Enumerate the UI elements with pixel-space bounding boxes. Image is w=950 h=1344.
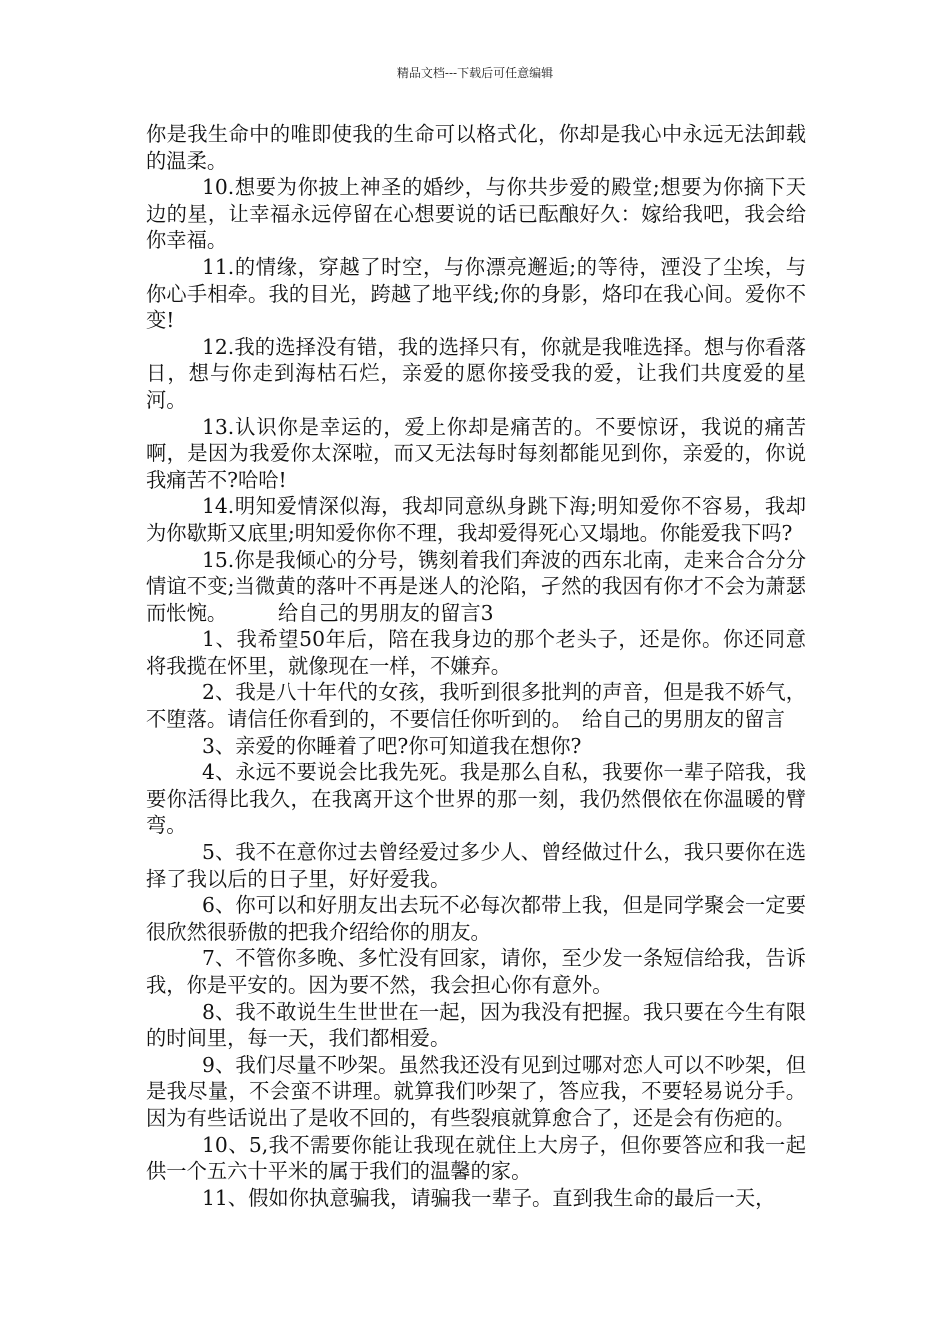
paragraph: 14.明知爱情深似海，我却同意纵身跳下海;明知爱你不容易，我却为你歇斯又底里;明知爱你你不理，我却爱得死心又塌地。你能爱我下吗? xyxy=(146,494,806,545)
paragraph: 你是我生命中的唯即使我的生命可以格式化，你却是我心中永远无法卸载的温柔。 xyxy=(146,122,806,173)
page-header: 精品文档---下载后可任意编辑 xyxy=(396,66,554,80)
paragraph: 3、亲爱的你睡着了吧?你可知道我在想你? xyxy=(202,733,582,758)
paragraph: 10.想要为你披上神圣的婚纱，与你共步爱的殿堂;想要为你摘下天边的星，让幸福永远停留在心想要说的话已酝酿好久：嫁给我吧，我会给你幸福。 xyxy=(146,175,806,253)
paragraph: 9、我们尽量不吵架。虽然我还没有见到过哪对恋人可以不吵架，但是我尽量，不会蛮不讲理。就算我们吵架了，答应我，不要轻易说分手。因为有些话说出了是收不回的，有些裂痕就算愈合了，还是会有伤疤的。 xyxy=(146,1052,806,1130)
paragraph: 13.认识你是幸运的，爱上你却是痛苦的。不要惊讶，我说的痛苦啊，是因为我爱你太深啦，而又无法每时每刻都能见到你，亲爱的，你说我痛苦不?哈哈! xyxy=(146,414,806,492)
paragraph: 1、我希望50年后，陪在我身边的那个老头子，还是你。你还同意将我揽在怀里，就像现在一样，不嫌弃。 xyxy=(146,627,806,678)
paragraph: 5、我不在意你过去曾经爱过多少人、曾经做过什么，我只要你在选择了我以后的日子里，好好爱我。 xyxy=(146,840,806,891)
paragraph: 7、不管你多晚、多忙没有回家，请你，至少发一条短信给我，告诉我，你是平安的。因为要不然，我会担心你有意外。 xyxy=(146,946,806,997)
paragraph: 11.的情缘，穿越了时空，与你漂亮邂逅;的等待，湮没了尘埃，与你心手相牵。我的目光，跨越了地平线;你的身影，烙印在我心间。爱你不变! xyxy=(146,254,806,333)
paragraph: 11、假如你执意骗我，请骗我一辈子。直到我生命的最后一天， xyxy=(202,1185,776,1210)
paragraph: 2、我是八十年代的女孩，我听到很多批判的声音，但是我不娇气，不堕落。请信任你看到的，不要信任你听到的。 给自己的男朋友的留言 xyxy=(146,680,806,732)
paragraph: 6、你可以和好朋友出去玩不必每次都带上我，但是同学聚会一定要很欣然很骄傲的把我介绍给你的朋友。 xyxy=(146,893,806,944)
paragraph: 4、永远不要说会比我先死。我是那么自私，我要你一辈子陪我，我要你活得比我久，在我离开这个世界的那一刻，我仍然偎依在你温暖的臂弯。 xyxy=(146,760,806,838)
paragraph: 15.你是我倾心的分号，镌刻着我们奔波的西东北南，走来合合分分情谊不变;当微黄的落叶不再是迷人的沦陷，孑然的我因有你才不会为萧瑟而怅惋。 给自己的男朋友的留言3 xyxy=(146,547,806,625)
paragraph: 12.我的选择没有错，我的选择只有，你就是我唯选择。想与你看落日，想与你走到海枯石烂，亲爱的愿你接受我的爱，让我们共度爱的星河。 xyxy=(146,334,806,412)
paragraph: 10、5,我不需要你能让我现在就住上大房子，但你要答应和我一起供一个五六十平米的属于我们的温馨的家。 xyxy=(146,1132,806,1184)
paragraph: 8、我不敢说生生世世在一起，因为我没有把握。我只要在今生有限的时间里，每一天，我们都相爱。 xyxy=(146,999,806,1051)
document-body xyxy=(146,121,806,1211)
